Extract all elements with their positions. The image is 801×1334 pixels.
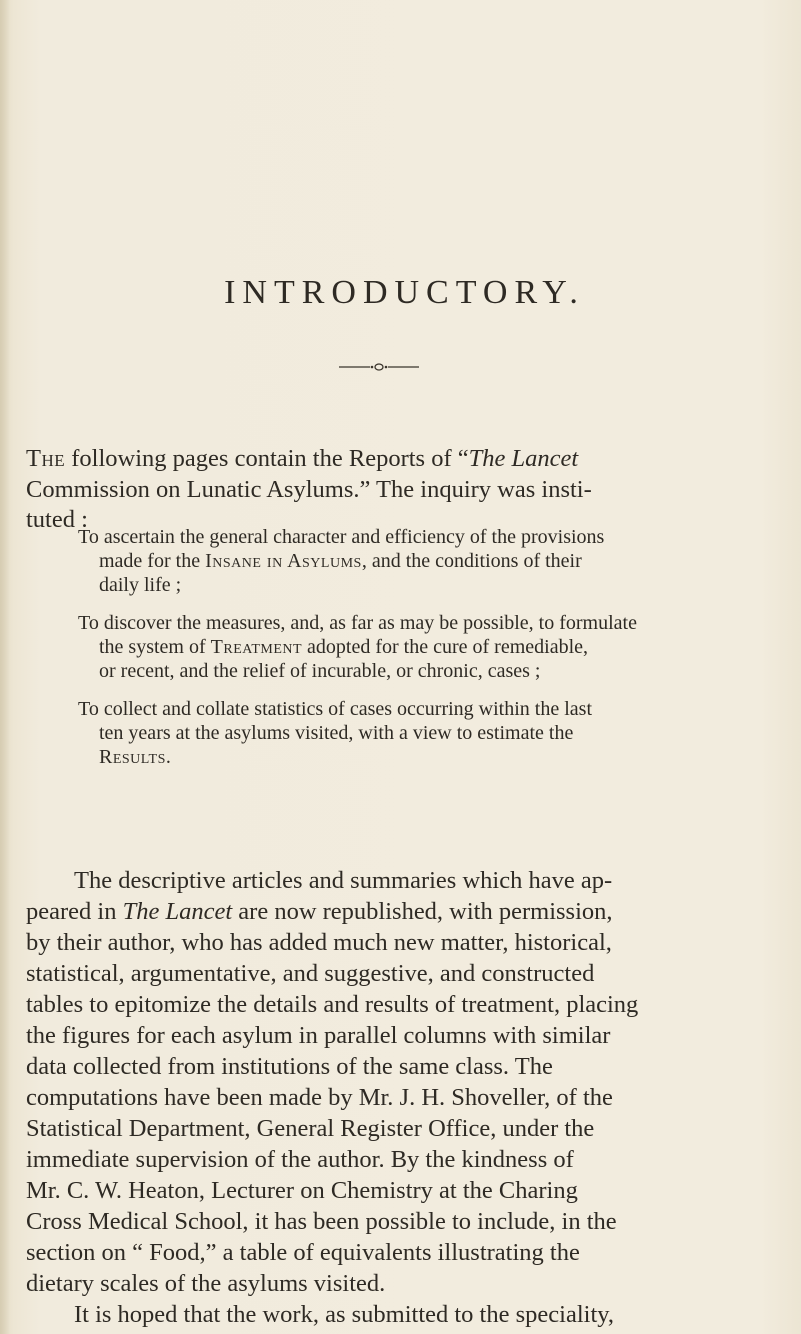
body-italic-title: The Lancet: [122, 898, 233, 925]
objective-2-line-2-head: the system of: [99, 636, 211, 658]
objective-3-line-2: ten years at the asylums visited, with a view to estimate the: [99, 722, 574, 744]
objective-3-smallcaps: Results.: [99, 746, 172, 768]
body-line: [26, 896, 786, 927]
objective-1-line-3: daily life ;: [99, 574, 182, 596]
objective-2-line-1: To discover the measures, and, as far as may be possible, to formulate: [78, 612, 637, 634]
objective-2-smallcaps: Treatment: [210, 636, 303, 658]
page-title: INTRODUCTORY.: [224, 274, 585, 311]
body-line-2-tail: are now republished, with permission,: [232, 898, 613, 925]
body-line: The descriptive articles and summaries which have ap-: [74, 867, 613, 894]
body-line: by their author, who has added much new matter, historical,: [26, 929, 612, 956]
intro-line-1-text: following pages contain the Reports of “: [65, 445, 469, 472]
objective-1-smallcaps: Insane in Asylums: [205, 550, 362, 572]
objective-item: [78, 611, 783, 683]
body-line: Mr. C. W. Heaton, Lecturer on Chemistry at the Charing: [26, 1177, 578, 1204]
closing-line: It is hoped that the work, as submitted to the speciality,: [74, 1301, 615, 1328]
objective-1-line-1: To ascertain the general character and efficiency of the provisions: [78, 526, 605, 548]
objective-2-line-2-tail: adopted for the cure of remediable,: [302, 636, 589, 658]
intro-text: [26, 444, 786, 536]
intro-line-2: Commission on Lunatic Asylums.” The inquiry was insti-: [26, 475, 592, 503]
ornament-divider: [339, 362, 419, 372]
objective-1-line-2: [78, 549, 783, 573]
body-text: [26, 865, 786, 1330]
intro-line-3: tuted :: [26, 506, 88, 533]
body-line-2-head: peared in: [26, 898, 123, 925]
body-line: tables to epitomize the details and results of treatment, placing: [26, 991, 639, 1018]
objective-2-line-2: [78, 635, 783, 659]
intro-italic-title: The Lancet: [468, 445, 579, 472]
objective-2-line-3: or recent, and the relief of incurable, or chronic, cases ;: [99, 660, 541, 682]
body-line: statistical, argumentative, and suggestive, and constructed: [26, 960, 595, 987]
body-line: computations have been made by Mr. J. H. Shoveller, of the: [26, 1084, 613, 1111]
objective-1-line-2-tail: , and the conditions of their: [361, 550, 582, 572]
objective-1-line-2-head: made for the: [99, 550, 206, 572]
objectives-list: [78, 525, 783, 783]
objective-3-line-1: To collect and collate statistics of cases occurring within the last: [78, 698, 592, 720]
body-paragraph: [26, 865, 786, 1330]
body-line: data collected from institutions of the same class. The: [26, 1053, 553, 1080]
body-line: dietary scales of the asylums visited.: [26, 1270, 386, 1297]
objective-item: [78, 697, 783, 769]
objective-item: [78, 525, 783, 597]
body-line: Cross Medical School, it has been possible to include, in the: [26, 1208, 617, 1235]
intro-line-1: [26, 444, 786, 475]
body-line: the figures for each asylum in parallel columns with similar: [26, 1022, 611, 1049]
body-line: Statistical Department, General Register Office, under the: [26, 1115, 595, 1142]
intro-lead-word: The: [26, 445, 66, 472]
page-edge-shadow: [0, 0, 10, 1334]
intro-paragraph: [26, 444, 786, 536]
body-line: immediate supervision of the author. By the kindness of: [26, 1146, 574, 1173]
body-line: section on “ Food,” a table of equivalents illustrating the: [26, 1239, 580, 1266]
